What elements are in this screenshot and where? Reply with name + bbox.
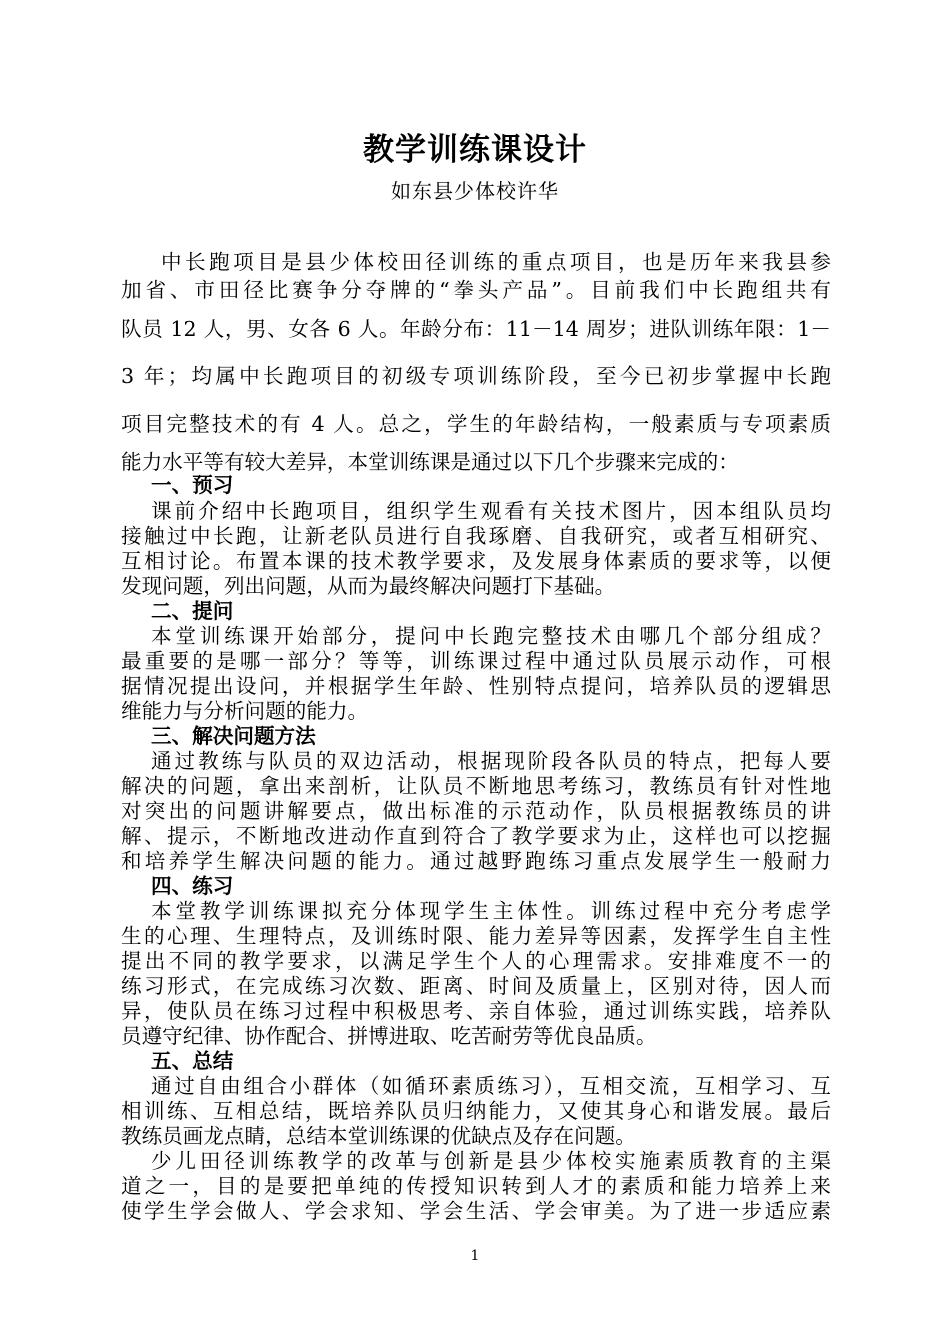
section-line: 解决的问题，拿出来剖析，让队员不断地思考练习，教练员有针对性地 [121,774,831,798]
intro-line: 3 年；均属中长跑项目的初级专项训练阶段，至今已初步掌握中长跑 [121,364,831,388]
section-line: 相训练、互相总结，既培养队员归纳能力，又使其身心和谐发展。最后 [121,1099,831,1123]
section-line: 课前介绍中长跑项目，组织学生观看有关技术图片，因本组队员均 [151,499,831,523]
section-line: 和培养学生解决问题的能力。通过越野跑练习重点发展学生一般耐力 [121,849,831,873]
intro-line: 能力水平等有较大差异，本堂训练课是通过以下几个步骤来完成的： [121,450,739,474]
section-heading: 四、练习 [151,874,234,898]
section-line: 提出不同的教学要求，以满足学生个人的心理需求。安排难度不一的 [121,949,831,973]
document-author: 如东县少体校许华 [391,179,559,203]
section-line: 发现问题，列出问题，从而为最终解决问题打下基础。 [121,574,616,598]
section-heading: 五、总结 [151,1049,234,1073]
section-heading: 一、预习 [151,473,234,497]
section-line: 生的心理、生理特点，及训练时限、能力差异等因素，发挥学生自主性 [121,924,831,948]
section-line: 本堂教学训练课拟充分体现学生主体性。训练过程中充分考虑学 [151,899,831,923]
section-line: 互相讨论。布置本课的技术教学要求，及发展身体素质的要求等，以便 [121,549,831,573]
page-number: 1 [470,1248,480,1264]
section-line: 员遵守纪律、协作配合、拼博进取、吃苦耐劳等优良品质。 [121,1024,657,1048]
section-line: 练习形式，在完成练习次数、距离、时间及质量上，区别对待，因人而 [121,974,831,998]
section-line: 最重要的是哪一部分？等等，训练课过程中通过队员展示动作，可根 [121,649,831,673]
intro-line: 加省、市田径比赛争分夺牌的“拳头产品”。目前我们中长跑组共有 [121,278,831,302]
section-heading: 二、提问 [151,599,234,623]
section-line: 异，使队员在练习过程中积极思考、亲自体验，通过训练实践，培养队 [121,999,831,1023]
section-line: 通过教练与队员的双边活动，根据现阶段各队员的特点，把每人要 [151,749,831,773]
section-line: 接触过中长跑，让新老队员进行自我琢磨、自我研究，或者互相研究、 [121,524,831,548]
intro-line: 中长跑项目是县少体校田径训练的重点项目，也是历年来我县参 [161,250,831,274]
intro-line: 队员 12 人，男、女各 6 人。年龄分布：11－14 周岁；进队训练年限：1－ [121,317,831,341]
section-line: 通过自由组合小群体（如循环素质练习），互相交流，互相学习、互 [151,1074,831,1098]
section-line: 教练员画龙点睛，总结本堂训练课的优缺点及存在问题。 [121,1124,636,1148]
section-line: 对突出的问题讲解要点，做出标准的示范动作，队员根据教练员的讲 [121,799,831,823]
document-title: 教学训练课设计 [363,132,587,168]
section-line: 据情况提出设问，并根据学生年龄、性别特点提问，培养队员的逻辑思 [121,674,831,698]
section-line: 本堂训练课开始部分，提问中长跑完整技术由哪几个部分组成？ [151,624,831,648]
intro-line: 项目完整技术的有 4 人。总之，学生的年龄结构，一般素质与专项素质 [121,412,831,436]
closing-line: 道之一，目的是要把单纯的传授知识转到人才的素质和能力培养上来 [121,1174,831,1198]
section-line: 解、提示，不断地改进动作直到符合了教学要求为止，这样也可以挖掘 [121,824,831,848]
closing-line: 使学生学会做人、学会求知、学会生活、学会审美。为了进一步适应素 [121,1199,831,1223]
section-line: 维能力与分析问题的能力。 [121,699,369,723]
section-heading: 三、解决问题方法 [151,724,316,748]
closing-line: 少儿田径训练教学的改革与创新是县少体校实施素质教育的主渠 [151,1149,831,1173]
